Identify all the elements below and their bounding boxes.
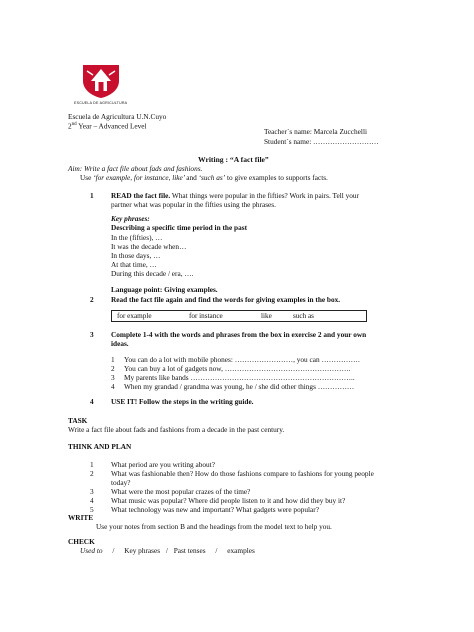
plan-item-number: 2 xyxy=(90,469,94,478)
section-1-number: 1 xyxy=(90,191,94,200)
school-logo-icon xyxy=(79,63,123,99)
section-3-instruction-2: ideas. xyxy=(111,339,129,348)
aim-line-2: Use ‘for example, for instance, like’ and ‘such as’ to give examples to supports facts. xyxy=(80,173,328,182)
section-3-number: 3 xyxy=(90,330,94,339)
exercise-item-number: 3 xyxy=(111,373,115,382)
plan-item: What was fashionable then? How do those fashions compare to fashions for young people xyxy=(111,469,374,478)
key-phrases-label: Key phrases: xyxy=(111,214,150,223)
section-2-number: 2 xyxy=(90,295,94,304)
teacher-name: Teacher´s name: Marcela Zucchelli xyxy=(264,127,368,136)
section-2-instruction: Read the fact file again and find the words for giving examples in the box. xyxy=(111,295,341,304)
page-title: Writing : “A fact file” xyxy=(198,155,269,164)
plan-item-cont: today? xyxy=(111,478,131,487)
plan-item-number: 4 xyxy=(90,496,94,505)
plan-item-number: 3 xyxy=(90,487,94,496)
phrase-item: In the (fifties), … xyxy=(111,233,163,242)
think-plan-heading: THINK AND PLAN xyxy=(68,442,132,451)
exercise-item: My parents like bands ………………………………………………………….. xyxy=(124,373,355,382)
box-word: for example xyxy=(117,312,152,320)
box-word: such as xyxy=(293,312,314,320)
box-word: for instance xyxy=(189,312,223,320)
phrase-item: During this decade / era, …. xyxy=(111,269,194,278)
year-level: 2nd Year – Advanced Level xyxy=(68,121,147,131)
phrase-item: At that time, … xyxy=(111,260,157,269)
language-point-heading: Language point: Giving examples. xyxy=(111,285,218,294)
section-3-instruction-1: Complete 1-4 with the words and phrases from the box in exercise 2 and your own xyxy=(111,330,367,339)
task-text: Write a fact file about fads and fashions from a decade in the past century. xyxy=(68,425,285,434)
box-word: like xyxy=(261,312,272,320)
plan-item: What were the most popular crazes of the time? xyxy=(111,487,251,496)
student-name-field: Student´s name: ……………………… xyxy=(264,137,379,146)
exercise-item: You can buy a lot of gadgets now, ……………………………………………. xyxy=(124,364,351,373)
school-name: Escuela de Agricultura U.N.Cuyo xyxy=(68,112,167,121)
exercise-item-number: 2 xyxy=(111,364,115,373)
write-text: Use your notes from section B and the headings from the model text to help you. xyxy=(96,522,332,531)
write-heading: WRITE xyxy=(68,513,94,522)
section-4-instruction: USE IT! Follow the steps in the writing guide. xyxy=(111,397,254,406)
aim-line-1: Aim: Write a fact file about fads and fashions. xyxy=(68,164,203,173)
key-phrases-subheading: Describing a specific time period in the past xyxy=(111,223,247,232)
check-list: Used to / Key phrases / Past tenses / examples xyxy=(80,546,255,555)
section-1-text-2: partner what was popular in the fifties using the phrases. xyxy=(111,200,276,209)
plan-item: What music was popular? Where did people listen to it and how did they buy it? xyxy=(111,496,346,505)
section-4-number: 4 xyxy=(90,397,94,406)
phrase-item: In those days, … xyxy=(111,251,161,260)
exercise-item-number: 4 xyxy=(111,382,115,391)
exercise-item-number: 1 xyxy=(111,355,115,364)
phrase-item: It was the decade when… xyxy=(111,242,187,251)
word-box xyxy=(111,310,367,322)
check-heading: CHECK xyxy=(68,537,95,546)
exercise-item: When my grandad / grandma was young, he / she did other things …………… xyxy=(124,382,355,391)
section-1-text-1: READ the fact file. What things were popular in the fifties? Work in pairs. Tell your xyxy=(111,191,359,200)
task-heading: TASK xyxy=(68,416,88,425)
plan-item-number: 5 xyxy=(90,505,94,514)
plan-item-number: 1 xyxy=(90,460,94,469)
exercise-item: You can do a lot with mobile phones: ……………………, you can ……………. xyxy=(124,355,360,364)
logo-caption: ESCUELA DE AGRICULTURA xyxy=(74,101,128,105)
plan-item: What technology was new and important? What gadgets were popular? xyxy=(111,505,319,514)
plan-item: What period are you writing about? xyxy=(111,460,215,469)
